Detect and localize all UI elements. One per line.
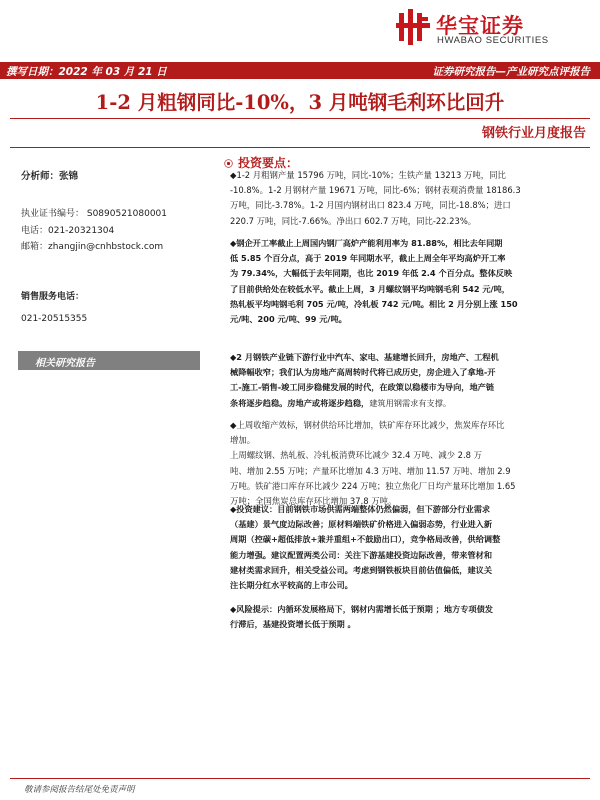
highlight-utilization: ◆钢企开工率截止上周国内钢厂高炉产能利用率为 81.88%，相比去年同期 低 5.85 个百分点，高于 2019 年同期水平，截止上周全年平均高炉开工率 为 79.34%，大幅低于去年同期，也比 2019 年低 2.4 个百分点。整体反映 了目前供给处在较低水平。截止上周，3 月螺纹钢平均吨钢毛利 542 元/吨， 热轧板平均吨钢毛利 705 元/吨，冷轧板 742 元/吨。相比 2 月分别上涨 150 元/吨、200 元/吨、99 元/吨。 (230, 238, 518, 324)
related-reports-label: 相关研究报告 (35, 358, 95, 369)
brand-logo (396, 9, 576, 45)
highlights-heading: ⦿ 投资要点： (224, 156, 299, 170)
footer-divider (10, 778, 590, 779)
report-title: 1-2 月粗钢同比-10%，3 月吨钢毛利环比回升 (95, 91, 505, 114)
content-divider (10, 147, 590, 148)
report-date: 撰写日期：2022 年 03 月 21 日 (6, 66, 167, 78)
section-marker-icon: ⦿ (224, 160, 234, 170)
analyst-phone: 电话：021-20321304 (21, 226, 115, 236)
analyst-email[interactable]: 邮箱：zhangjin@cnhbstock.com (21, 242, 164, 252)
analyst-certificate: 执业证书编号： S0890521080001 (21, 209, 168, 219)
highlight-risk: ◆风险提示：内循环发展格局下，钢材内需增长低于预期 ；地方专项债发 行滞后，基建投资增长低于预期 。 (230, 604, 493, 630)
highlight-production: ◆1-2 月粗钢产量 15796 万吨，同比-10%；生铁产量 13213 万吨，同比 -10.8%。1-2 月钢材产量 19671 万吨，同比-6%；钢材表观消费量 18186.3 万吨，同比-3.78%。1-2 月国内钢材出口 823.4 万吨，同比-18.8%；进口 220.7 万吨，同比-7.66%。净出口 602.7 万吨，同比-22.23%。 (230, 170, 521, 226)
highlight-weekly: ◆上周收缩产效标，钢材供给环比增加，铁矿库存环比减少，焦炭库存环比 增加。 上周螺纹钢、热轧板、冷轧板消费环比减少 32.4 万吨、减少 2.8 万 吨、增加 2.55 万吨；产量环比增加 4.3 万吨、增加 11.57 万吨、增加 2.9 万吨。铁矿港口库存环比减少 224 万吨；独立焦化厂日均产量环比增加 1.65 万吨；全国焦炭总库存环比增加 37.8 万吨。 (230, 420, 516, 506)
title-divider (10, 118, 590, 119)
header-bar (0, 62, 600, 79)
related-reports-bar (18, 351, 200, 370)
report-subtitle: 钢铁行业月度报告 (481, 126, 586, 141)
highlight-downstream: ◆2 月钢铁产业链下游行业中汽车、家电、基建增长回升，房地产、工程机 械降幅收窄；我们认为房地产高周转时代将已成历史，房企进入了拿地-开 工-施工-销售-竣工同步稳健发展的时代，在政策以稳楼市为导向，地产链 条将逐步趋稳。房地产或将逐步趋稳，建筑用钢需求有支撑。 (230, 352, 499, 408)
footer-disclaimer: 敬请参阅报告结尾处免责声明 (24, 785, 135, 795)
analyst-name: 分析师：张锦 (21, 171, 79, 182)
highlight-investment-advice: ◆投资建议：目前钢铁市场供需两端整体仍然偏弱，但下游部分行业需求 （基建）景气度边际改善；原材料端铁矿价格进入偏弱态势，行业进入新 周期（控碳+超低排放+兼并重组+不鼓励出口），竞争格局改善，供给调整 能力增强。建议配置两类公司：关注下游基建投资边际改善，带来管材和 建材类需求回升，相关受益公司。考虑到钢铁板块目前估值偏低，建议关 注长期分红水平较高的上市公司。 (230, 504, 501, 590)
report-category: 证券研究报告—产业研究点评报告 (432, 66, 590, 78)
sales-label: 销售服务电话： (21, 292, 85, 302)
brand-name-cn: 华宝证券 (436, 14, 524, 38)
hwabao-logo-icon (396, 9, 430, 45)
brand-name-en: HWABAO SECURITIES (437, 35, 549, 46)
sales-phone: 021-20515355 (21, 314, 88, 324)
